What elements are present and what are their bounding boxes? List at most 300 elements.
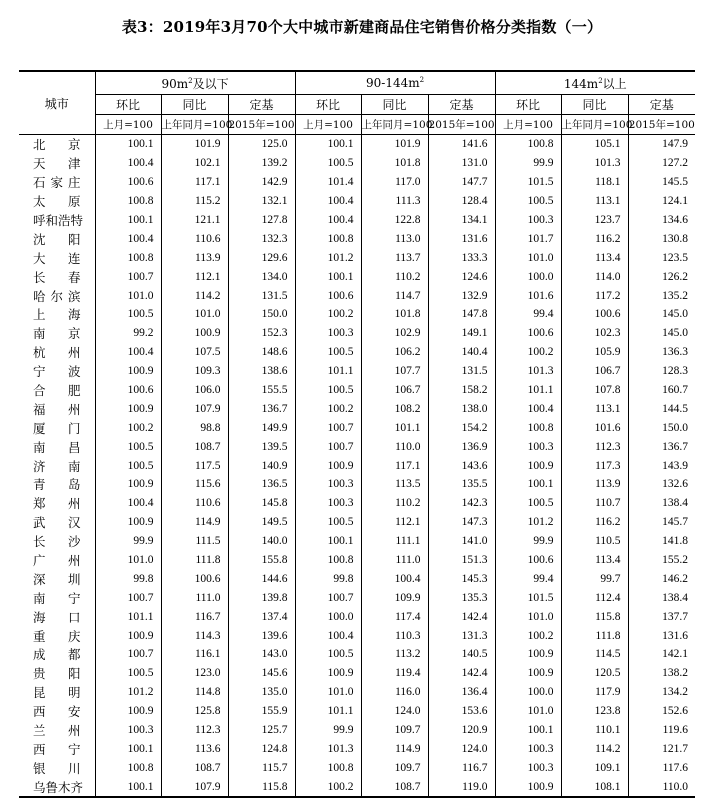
table-body: [19, 135, 695, 798]
table-row: [19, 135, 695, 154]
index-value-cell: 100.2: [495, 343, 561, 362]
index-value-cell: 100.7: [295, 588, 361, 607]
index-value-cell: 111.1: [361, 532, 428, 551]
table-row: [19, 324, 695, 343]
city-name-cell: 北京: [19, 135, 95, 154]
index-value-cell: 100.5: [95, 664, 161, 683]
index-value-cell: 115.8: [228, 777, 295, 797]
index-value-cell: 142.3: [428, 494, 495, 513]
index-value-cell: 100.8: [295, 551, 361, 570]
table-row: [19, 569, 695, 588]
index-value-cell: 99.7: [561, 569, 628, 588]
index-value-cell: 100.7: [295, 418, 361, 437]
city-column-header: 城市: [19, 71, 95, 135]
index-value-cell: 139.6: [228, 626, 295, 645]
index-value-cell: 107.7: [361, 362, 428, 381]
index-value-cell: 98.8: [161, 418, 228, 437]
city-name-cell: 长沙: [19, 532, 95, 551]
table-row: [19, 286, 695, 305]
index-value-cell: 135.0: [228, 683, 295, 702]
city-name-cell: 沈阳: [19, 229, 95, 248]
index-value-cell: 114.5: [561, 645, 628, 664]
index-value-cell: 130.8: [662, 232, 689, 245]
index-value-cell: 147.3: [428, 513, 495, 532]
index-value-cell: 149.1: [428, 324, 495, 343]
index-value-cell: 100.5: [95, 456, 161, 475]
index-value-cell: 134.0: [228, 267, 295, 286]
index-value-cell: 151.3: [428, 551, 495, 570]
index-value-cell: 100.9: [95, 399, 161, 418]
index-value-cell: 101.7: [495, 229, 561, 248]
index-value-cell: 101.0: [95, 551, 161, 570]
index-value-cell: 119.4: [361, 664, 428, 683]
table-row: [19, 494, 695, 513]
index-value-cell: 111.0: [161, 588, 228, 607]
index-value-cell: 134.6: [662, 214, 689, 226]
index-value-cell: 100.5: [95, 437, 161, 456]
city-name-cell: 海口: [19, 607, 95, 626]
index-value-cell: 100.3: [495, 211, 561, 230]
index-value-cell: 144.5: [662, 402, 689, 415]
index-value-cell: 101.1: [361, 418, 428, 437]
index-value-cell: 137.4: [228, 607, 295, 626]
index-value-cell: 109.9: [361, 588, 428, 607]
index-value-cell: 101.3: [295, 740, 361, 759]
index-value-cell: 134.2: [662, 686, 689, 699]
index-value-cell: 100.6: [495, 324, 561, 343]
index-value-cell: 116.2: [561, 513, 628, 532]
index-value-cell: 145.0: [662, 327, 689, 340]
index-value-cell: 100.7: [95, 588, 161, 607]
index-value-cell: 108.7: [161, 758, 228, 777]
index-value-cell: 101.1: [295, 362, 361, 381]
index-value-cell: 127.8: [228, 211, 295, 230]
city-name-cell: 武汉: [19, 513, 95, 532]
index-value-cell: 100.5: [95, 305, 161, 324]
measure-header-mom: 环比: [495, 95, 561, 115]
index-value-cell: 107.9: [161, 777, 228, 797]
index-value-cell: 100.1: [95, 211, 161, 230]
city-name-cell: 上海: [19, 305, 95, 324]
measure-header-yoy: 同比: [561, 95, 628, 115]
index-value-cell: 100.6: [295, 286, 361, 305]
table-row: [19, 154, 695, 173]
index-value-cell: 100.4: [95, 229, 161, 248]
index-value-cell: 100.1: [95, 740, 161, 759]
group-header-large: $144m^2$以上: [495, 71, 695, 95]
index-value-cell: 100.6: [95, 173, 161, 192]
index-value-cell: 119.6: [662, 724, 689, 737]
index-value-cell: 150.0: [228, 305, 295, 324]
city-name-cell: 乌鲁木齐: [19, 777, 95, 797]
index-value-cell: 110.2: [361, 494, 428, 513]
index-value-cell: 107.8: [561, 381, 628, 400]
index-value-cell: 160.7: [662, 384, 689, 397]
table-row: [19, 267, 695, 286]
index-value-cell: 144.6: [228, 569, 295, 588]
index-value-cell: 123.8: [561, 702, 628, 721]
index-value-cell: 112.1: [161, 267, 228, 286]
index-value-cell: 132.1: [228, 192, 295, 211]
table-row: [19, 513, 695, 532]
city-name-cell: 昆明: [19, 683, 95, 702]
measure-header-base: 定基: [228, 95, 295, 115]
index-value-cell: 154.2: [428, 418, 495, 437]
index-value-cell: 132.9: [428, 286, 495, 305]
index-value-cell: 116.0: [361, 683, 428, 702]
city-name-cell: 大连: [19, 248, 95, 267]
index-value-cell: 124.1: [662, 195, 689, 208]
index-value-cell: 125.0: [228, 135, 295, 154]
index-value-cell: 99.4: [495, 305, 561, 324]
index-value-cell: 117.3: [561, 456, 628, 475]
index-value-cell: 139.8: [228, 588, 295, 607]
index-value-cell: 140.5: [428, 645, 495, 664]
index-value-cell: 100.4: [295, 626, 361, 645]
index-value-cell: 100.6: [561, 305, 628, 324]
city-name-cell: 青岛: [19, 475, 95, 494]
table-row: [19, 664, 695, 683]
index-value-cell: 132.6: [662, 478, 689, 491]
table-row: [19, 362, 695, 381]
index-value-cell: 106.7: [361, 381, 428, 400]
index-value-cell: 101.5: [495, 588, 561, 607]
index-value-cell: 120.9: [428, 721, 495, 740]
table-title: 表3：2019年3月70个大中城市新建商品住宅销售价格分类指数（一）: [121, 18, 603, 36]
city-name-cell: 厦门: [19, 418, 95, 437]
index-value-cell: 109.1: [561, 758, 628, 777]
index-value-cell: 100.0: [295, 607, 361, 626]
index-value-cell: 100.9: [95, 362, 161, 381]
index-value-cell: 139.2: [228, 154, 295, 173]
index-value-cell: 127.2: [662, 157, 689, 170]
index-value-cell: 106.0: [161, 381, 228, 400]
index-value-cell: 113.1: [561, 192, 628, 211]
index-value-cell: 116.1: [161, 645, 228, 664]
index-value-cell: 101.4: [295, 173, 361, 192]
index-value-cell: 113.1: [561, 399, 628, 418]
index-value-cell: 138.2: [662, 667, 689, 680]
index-value-cell: 155.5: [228, 381, 295, 400]
index-value-cell: 100.3: [295, 494, 361, 513]
index-value-cell: 105.9: [561, 343, 628, 362]
index-value-cell: 145.3: [428, 569, 495, 588]
index-value-cell: 99.8: [295, 569, 361, 588]
table-row: [19, 702, 695, 721]
index-value-cell: 100.3: [295, 324, 361, 343]
index-value-cell: 124.8: [228, 740, 295, 759]
index-value-cell: 110.2: [361, 267, 428, 286]
index-value-cell: 100.5: [295, 154, 361, 173]
index-value-cell: 110.1: [561, 721, 628, 740]
index-value-cell: 136.5: [228, 475, 295, 494]
index-value-cell: 134.1: [428, 211, 495, 230]
index-value-cell: 116.7: [161, 607, 228, 626]
base-header-2015: 2015年=100: [628, 115, 695, 135]
city-name-cell: 兰州: [19, 721, 95, 740]
index-value-cell: 131.6: [662, 629, 689, 642]
index-value-cell: 100.9: [495, 645, 561, 664]
index-value-cell: 100.5: [295, 343, 361, 362]
index-value-cell: 124.0: [361, 702, 428, 721]
index-value-cell: 113.6: [161, 740, 228, 759]
index-value-cell: 131.6: [428, 229, 495, 248]
index-value-cell: 99.8: [95, 569, 161, 588]
city-name-cell: 南昌: [19, 437, 95, 456]
index-value-cell: 100.8: [95, 192, 161, 211]
index-value-cell: 99.9: [495, 532, 561, 551]
index-value-cell: 135.3: [428, 588, 495, 607]
index-value-cell: 116.7: [428, 758, 495, 777]
index-value-cell: 101.9: [161, 135, 228, 154]
index-value-cell: 116.2: [561, 229, 628, 248]
base-header-prev-month: 上月=100: [495, 115, 561, 135]
index-value-cell: 113.9: [161, 248, 228, 267]
index-value-cell: 108.7: [161, 437, 228, 456]
index-value-cell: 111.8: [161, 551, 228, 570]
table-row: [19, 777, 695, 797]
index-value-cell: 100.9: [495, 456, 561, 475]
index-value-cell: 99.2: [95, 324, 161, 343]
index-value-cell: 150.0: [662, 421, 689, 434]
index-value-cell: 114.9: [161, 513, 228, 532]
index-value-cell: 100.4: [295, 192, 361, 211]
index-value-cell: 100.1: [495, 475, 561, 494]
index-value-cell: 113.9: [561, 475, 628, 494]
base-header-prev-year: 上年同月=100: [161, 115, 228, 135]
index-value-cell: 120.5: [561, 664, 628, 683]
index-value-cell: 117.1: [161, 173, 228, 192]
base-header-2015: 2015年=100: [428, 115, 495, 135]
index-value-cell: 138.6: [228, 362, 295, 381]
index-value-cell: 100.5: [495, 494, 561, 513]
city-name-cell: 深圳: [19, 569, 95, 588]
index-value-cell: 100.3: [495, 758, 561, 777]
index-value-cell: 99.9: [95, 532, 161, 551]
index-value-cell: 143.6: [428, 456, 495, 475]
index-value-cell: 101.0: [161, 305, 228, 324]
index-value-cell: 125.7: [228, 721, 295, 740]
city-name-cell: 南宁: [19, 588, 95, 607]
index-value-cell: 100.8: [295, 229, 361, 248]
index-value-cell: 107.9: [161, 399, 228, 418]
index-value-cell: 128.3: [662, 365, 689, 378]
index-value-cell: 100.1: [295, 267, 361, 286]
index-value-cell: 117.1: [361, 456, 428, 475]
city-name-cell: 福州: [19, 399, 95, 418]
index-value-cell: 110.7: [561, 494, 628, 513]
index-value-cell: 145.8: [228, 494, 295, 513]
index-value-cell: 101.3: [561, 154, 628, 173]
index-value-cell: 100.4: [295, 211, 361, 230]
index-value-cell: 126.2: [662, 270, 689, 283]
index-value-cell: 113.0: [361, 229, 428, 248]
base-header-prev-month: 上月=100: [295, 115, 361, 135]
index-value-cell: 147.7: [428, 173, 495, 192]
index-value-cell: 138.4: [662, 591, 689, 604]
index-value-cell: 99.9: [295, 721, 361, 740]
index-value-cell: 100.1: [95, 777, 161, 797]
city-name-cell: 长春: [19, 267, 95, 286]
index-value-cell: 115.6: [161, 475, 228, 494]
index-value-cell: 110.0: [361, 437, 428, 456]
index-value-cell: 141.0: [428, 532, 495, 551]
index-value-cell: 153.6: [428, 702, 495, 721]
index-value-cell: 106.7: [561, 362, 628, 381]
index-value-cell: 135.2: [662, 289, 689, 302]
city-name-cell: 重庆: [19, 626, 95, 645]
index-value-cell: 99.4: [495, 569, 561, 588]
index-value-cell: 113.2: [361, 645, 428, 664]
index-value-cell: 136.4: [428, 683, 495, 702]
table-row: [19, 551, 695, 570]
table-row: [19, 683, 695, 702]
index-value-cell: 112.1: [361, 513, 428, 532]
index-value-cell: 137.7: [662, 610, 689, 623]
index-value-cell: 155.9: [228, 702, 295, 721]
city-name-cell: 贵阳: [19, 664, 95, 683]
table-row: [19, 418, 695, 437]
index-value-cell: 136.7: [662, 440, 689, 453]
index-value-cell: 155.8: [228, 551, 295, 570]
group-header-small: $90m^2$及以下: [95, 71, 295, 95]
index-value-cell: 115.8: [561, 607, 628, 626]
index-value-cell: 109.3: [161, 362, 228, 381]
index-value-cell: 118.1: [561, 173, 628, 192]
city-name-cell: 杭州: [19, 343, 95, 362]
index-value-cell: 117.6: [662, 761, 689, 774]
group-header-medium: $90-144m^2$: [295, 71, 495, 95]
index-value-cell: 100.3: [495, 740, 561, 759]
index-value-cell: 138.0: [428, 399, 495, 418]
index-value-cell: 100.9: [95, 513, 161, 532]
index-value-cell: 109.7: [361, 721, 428, 740]
city-name-cell: 哈尔滨: [19, 286, 95, 305]
index-value-cell: 102.3: [561, 324, 628, 343]
index-value-cell: 140.0: [228, 532, 295, 551]
index-value-cell: 136.3: [662, 346, 689, 359]
index-value-cell: 111.8: [561, 626, 628, 645]
table-row: [19, 626, 695, 645]
city-name-cell: 银川: [19, 758, 95, 777]
price-index-table-container: [19, 70, 695, 798]
index-value-cell: 100.1: [95, 135, 161, 154]
index-value-cell: 101.2: [295, 248, 361, 267]
index-value-cell: 117.0: [361, 173, 428, 192]
base-header-prev-month: 上月=100: [95, 115, 161, 135]
table-row: [19, 740, 695, 759]
index-value-cell: 101.8: [361, 154, 428, 173]
index-value-cell: 142.4: [428, 664, 495, 683]
index-value-cell: 101.2: [95, 683, 161, 702]
index-value-cell: 143.0: [228, 645, 295, 664]
city-name-cell: 石家庄: [19, 173, 95, 192]
index-value-cell: 152.6: [662, 705, 689, 718]
index-value-cell: 138.4: [662, 497, 689, 510]
index-value-cell: 100.6: [161, 569, 228, 588]
index-value-cell: 125.8: [161, 702, 228, 721]
index-value-cell: 100.8: [95, 248, 161, 267]
city-name-cell: 宁波: [19, 362, 95, 381]
index-value-cell: 100.3: [495, 437, 561, 456]
index-value-cell: 149.5: [228, 513, 295, 532]
index-value-cell: 110.5: [561, 532, 628, 551]
index-value-cell: 100.9: [95, 475, 161, 494]
city-name-cell: 天津: [19, 154, 95, 173]
index-value-cell: 101.8: [361, 305, 428, 324]
index-value-cell: 114.0: [561, 267, 628, 286]
index-value-cell: 135.5: [428, 475, 495, 494]
table-row: [19, 475, 695, 494]
index-value-cell: 129.6: [228, 248, 295, 267]
index-value-cell: 131.0: [428, 154, 495, 173]
index-value-cell: 142.4: [428, 607, 495, 626]
index-value-cell: 100.8: [495, 135, 561, 154]
index-value-cell: 148.6: [228, 343, 295, 362]
base-header-2015: 2015年=100: [228, 115, 295, 135]
index-value-cell: 101.0: [495, 248, 561, 267]
base-header-prev-year: 上年同月=100: [561, 115, 628, 135]
city-name-cell: 西宁: [19, 740, 95, 759]
index-value-cell: 100.8: [295, 758, 361, 777]
index-value-cell: 147.9: [662, 138, 689, 151]
index-value-cell: 101.0: [95, 286, 161, 305]
index-value-cell: 110.6: [161, 229, 228, 248]
index-value-cell: 113.5: [361, 475, 428, 494]
index-value-cell: 117.2: [561, 286, 628, 305]
index-value-cell: 140.9: [228, 456, 295, 475]
index-value-cell: 117.5: [161, 456, 228, 475]
index-value-cell: 100.1: [495, 721, 561, 740]
index-value-cell: 108.2: [361, 399, 428, 418]
index-value-cell: 100.4: [95, 494, 161, 513]
index-value-cell: 101.0: [295, 683, 361, 702]
index-value-cell: 109.7: [361, 758, 428, 777]
index-value-cell: 149.9: [228, 418, 295, 437]
index-value-cell: 107.5: [161, 343, 228, 362]
index-value-cell: 115.7: [228, 758, 295, 777]
city-name-cell: 太原: [19, 192, 95, 211]
index-value-cell: 145.6: [228, 664, 295, 683]
index-value-cell: 143.9: [662, 459, 689, 472]
index-value-cell: 115.2: [161, 192, 228, 211]
table-row: [19, 437, 695, 456]
header-row-bases: [19, 115, 695, 135]
index-value-cell: 110.3: [361, 626, 428, 645]
index-value-cell: 101.1: [495, 381, 561, 400]
index-value-cell: 100.2: [95, 418, 161, 437]
city-name-cell: 济南: [19, 456, 95, 475]
table-row: [19, 399, 695, 418]
index-value-cell: 100.7: [295, 437, 361, 456]
index-value-cell: 100.2: [295, 399, 361, 418]
index-value-cell: 145.0: [662, 308, 689, 321]
index-value-cell: 100.8: [495, 418, 561, 437]
table-row: [19, 229, 695, 248]
index-value-cell: 100.2: [495, 626, 561, 645]
header-row-measures: [19, 95, 695, 115]
table-row: [19, 721, 695, 740]
index-value-cell: 123.7: [561, 211, 628, 230]
index-value-cell: 117.4: [361, 607, 428, 626]
table-row: [19, 758, 695, 777]
index-value-cell: 101.6: [495, 286, 561, 305]
table-row: [19, 248, 695, 267]
index-value-cell: 112.4: [561, 588, 628, 607]
index-value-cell: 121.1: [161, 211, 228, 230]
index-value-cell: 100.6: [495, 551, 561, 570]
index-value-cell: 100.9: [95, 626, 161, 645]
